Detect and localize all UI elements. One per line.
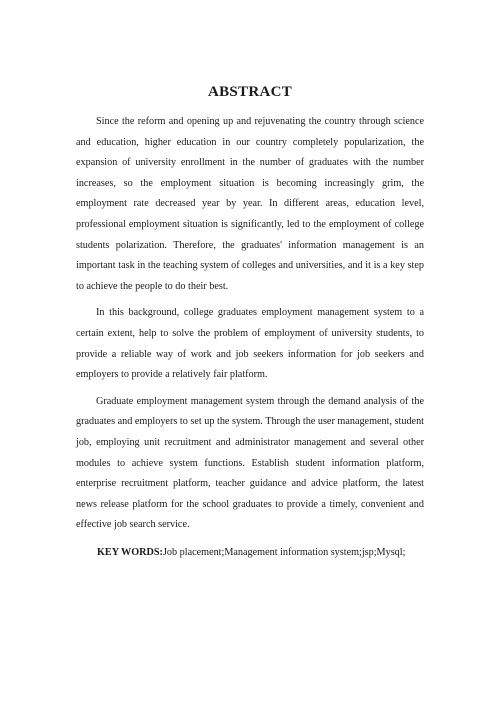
abstract-paragraph-3: Graduate employment management system through the demand analysis of the graduates and employers to set up the system. Through the user management, student job, employing unit recruitment and administrator management and several other modules to achieve system functions. Establish student information platform, enterprise recruitment platform, teacher guidance and advice platform, the latest news release platform for the school graduates to provide a timely, convenient and effective job search service. <box>76 395 424 531</box>
abstract-paragraph-2: In this background, college graduates employment management system to a certain extent, help to solve the problem of employment of university students, to provide a reliable way of work and job seekers information for job seekers and employers to provide a relatively fair platform. <box>76 307 424 381</box>
abstract-paragraph-1: Since the reform and opening up and rejuvenating the country through science and education, higher education in our country completely popularization, the expansion of university enrollment in the number of graduates with the number increases, so the employment situation is becoming increasingly grim, the employment rate decreased year by year. In different areas, education level, professional employment situation is significantly, led to the employment of college students polarization. Therefore, the graduates' information management is an important task in the teaching system of colleges and universities, and it is a key step to achieve the people to do their best. <box>76 116 424 292</box>
abstract-body <box>76 112 424 542</box>
keywords-line <box>97 545 437 561</box>
keywords-label: KEY WORDS: <box>97 547 163 558</box>
keywords-value: Job placement;Management information system;jsp;Mysql; <box>162 547 406 558</box>
abstract-title: ABSTRACT <box>207 84 293 100</box>
